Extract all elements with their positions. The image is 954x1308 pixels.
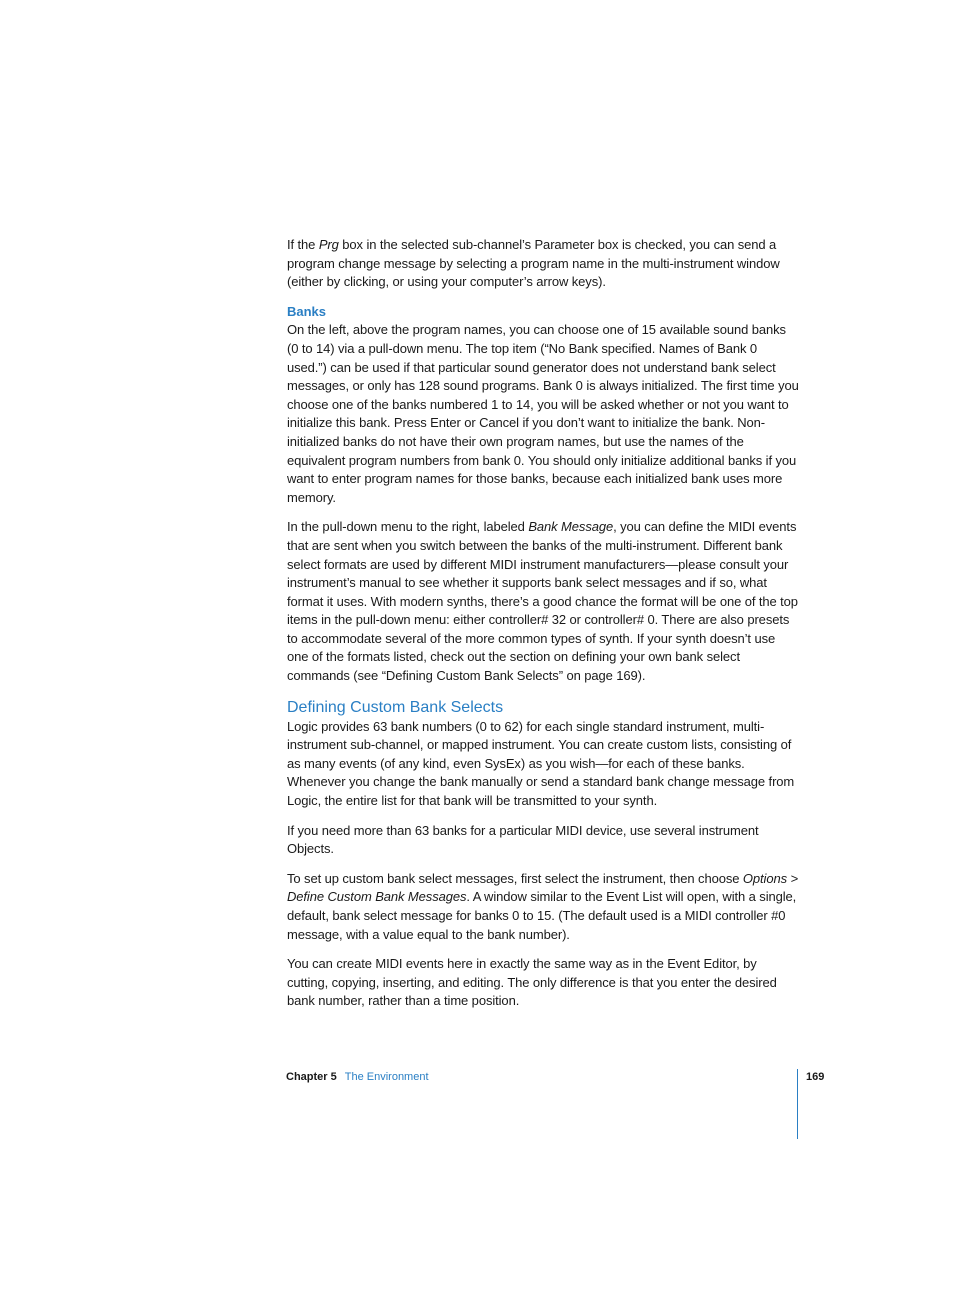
paragraph-italic-term: Prg — [318, 237, 339, 252]
paragraph-text: If the — [287, 237, 319, 252]
paragraph-setup-custom — [287, 870, 799, 944]
footer-divider — [797, 1069, 798, 1139]
page-footer — [286, 1070, 429, 1085]
paragraph-italic-term: Bank Message — [528, 519, 614, 535]
paragraph-text: . A window similar to the Event List will open, with a single, default, bank select message for banks 0 to 15. (The default used is a MIDI controller #0 message, with a value equal to the bank number). — [287, 889, 797, 942]
paragraph-text: box in the selected sub-channel’s Parameter box is checked, you can send a program change message by selecting a program name in the multi-instrument window (either by clicking, or using your computer’s arrow keys). — [287, 237, 780, 290]
page-number: 169 — [806, 1071, 825, 1083]
paragraph-text: , you can define the MIDI events that are sent when you switch between the banks of the multi-instrument. Different bank select formats are used by different MIDI instrument manufacturers—please consult your instrument’s manual to see whether it supports bank select messages and if so, what format it uses. With modern synths, there’s a good chance the format will be one of the top items in the pull-down menu: either controller# 32 or controller# 0. There are also presets to accommodate several of the more common types of synth. If your synth doesn’t use one of the formats listed, check out the section on defining your own bank select commands (see “Defining Custom Bank Selects” on page 169). — [287, 519, 798, 684]
footer-chapter-title: The Environment — [344, 1071, 429, 1083]
section-heading-custom-bank-selects: Defining Custom Bank Selects — [287, 698, 504, 716]
paragraph-more-banks: If you need more than 63 banks for a particular MIDI device, use several instrument Objects. — [287, 822, 759, 857]
paragraph-text: To set up custom bank select messages, first select the instrument, then choose — [287, 870, 743, 886]
paragraph-text: In the pull-down menu to the right, labeled — [287, 519, 529, 535]
paragraph-menu-path: Options > Define Custom Bank Messages — [287, 870, 799, 905]
paragraph-bank-message — [287, 518, 799, 685]
paragraph-create-events: You can create MIDI events here in exactly the same way as in the Event Editor, by cutting, copying, inserting, and editing. The only difference is that you enter the desired bank number, rather than a time position. — [287, 956, 777, 1009]
page-body — [287, 236, 799, 1022]
paragraph-bank-numbers: Logic provides 63 bank numbers (0 to 62) for each single standard instrument, multi-instrument sub-channel, or mapped instrument. You can create custom lists, consisting of as many events (of any kind, even SysEx) as you wish—for each of these banks. Whenever you change the bank manually or send a standard bank change message from Logic, the entire list for that bank will be transmitted to your synth. — [287, 718, 795, 809]
footer-chapter: Chapter 5 — [286, 1071, 337, 1083]
paragraph-prg-box — [287, 236, 799, 292]
paragraph-banks: On the left, above the program names, you can choose one of 15 available sound banks (0 to 14) via a pull-down menu. The top item (“No Bank specified. Names of Bank 0 used.”) can be used if that particular sound generator does not understand bank select messages, or only has 128 sound programs. Bank 0 is always initialized. The first time you choose one of the banks numbered 1 to 14, you will be asked whether or not you want to initialize this bank. Press Enter or Cancel if you don’t want to initialize the bank. Non-initialized banks do not have their own program names, but use the names of the equivalent program numbers from bank 0. You should only initialize additional banks if you want to enter program names for those banks, because each initialized bank uses more memory. — [287, 322, 799, 505]
banks-heading: Banks — [287, 303, 327, 319]
